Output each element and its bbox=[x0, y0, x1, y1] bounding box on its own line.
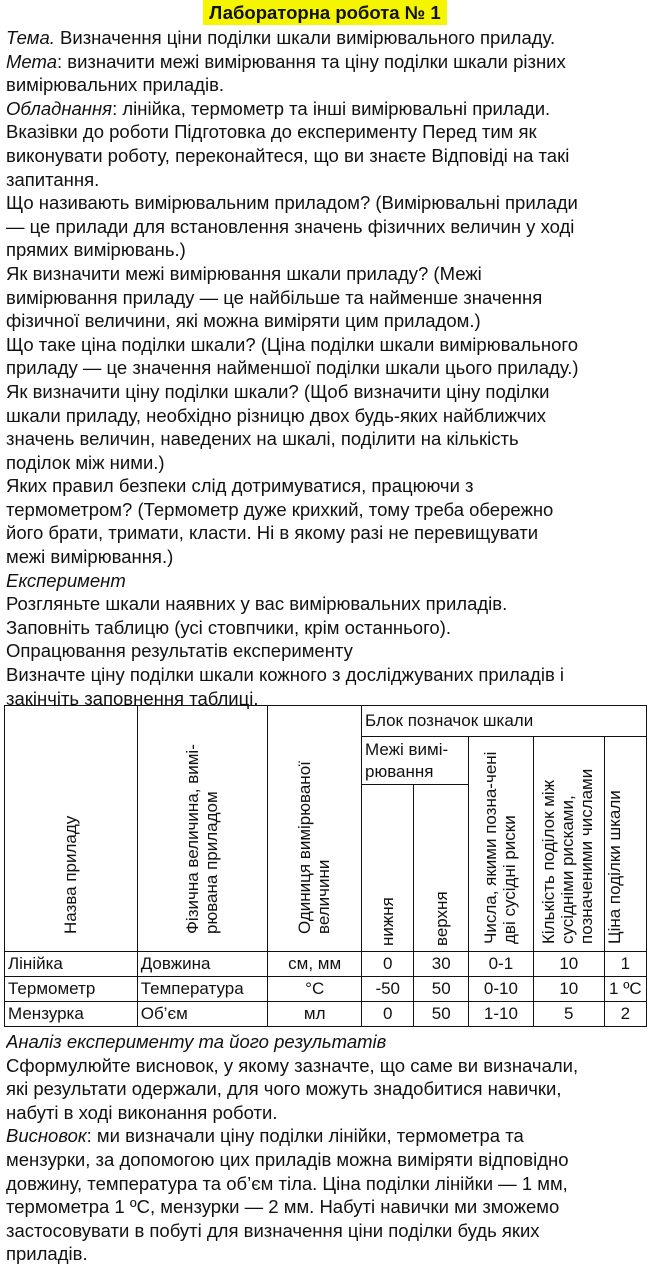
conclusion-section bbox=[0, 1030, 650, 1266]
cell-count: 5 bbox=[533, 1002, 604, 1027]
outro-line bbox=[6, 1172, 650, 1196]
intro-text: закінчіть заповнення таблиці. bbox=[6, 687, 259, 709]
results-table bbox=[4, 705, 647, 1027]
cell-price: 2 bbox=[604, 1002, 646, 1027]
header-block: Блок позначок шкали bbox=[362, 706, 647, 737]
intro-line bbox=[6, 333, 650, 357]
cell-price: 1 ºC bbox=[604, 977, 646, 1002]
header-quantity: Фізична величина, вимі-рювана приладом bbox=[137, 706, 268, 952]
intro-line bbox=[6, 262, 650, 286]
outro-line bbox=[6, 1030, 650, 1054]
intro-line bbox=[6, 451, 650, 475]
outro-text: мензурки, за допомогою цих приладів можна виміряти відповідно bbox=[6, 1148, 569, 1170]
intro-line bbox=[6, 120, 650, 144]
header-unit: Одиниця вимірюваної величини bbox=[268, 706, 362, 952]
intro-line bbox=[6, 616, 650, 640]
intro-label: Експеримент bbox=[6, 569, 126, 591]
intro-line bbox=[6, 309, 650, 333]
cell-numbers: 1-10 bbox=[468, 1002, 533, 1027]
intro-line bbox=[6, 168, 650, 192]
table-row bbox=[5, 977, 647, 1002]
intro-text: Розгляньте шкали наявних у вас вимірювальних приладів. bbox=[6, 593, 508, 615]
outro-text: застосовувати в побуті для визначення ціни поділки будь яких bbox=[6, 1219, 540, 1241]
cell-name: Лінійка bbox=[5, 952, 138, 977]
cell-upper: 50 bbox=[414, 1002, 469, 1027]
intro-text: Визначте ціну поділки шкали кожного з досліджуваних приладів і bbox=[6, 664, 565, 686]
header-count: Кількість поділок між сусідніми рисками, позначеними числами bbox=[533, 737, 604, 952]
outro-text: набуті в ході виконання роботи. bbox=[6, 1101, 278, 1123]
intro-text: термометром? (Термометр дуже крихкий, тому треба обережно bbox=[6, 498, 554, 520]
cell-unit: мл bbox=[268, 1002, 362, 1027]
cell-count: 10 bbox=[533, 977, 604, 1002]
table-row bbox=[5, 1002, 647, 1027]
intro-text: Вказівки до роботи Підготовка до експерименту Перед тим як bbox=[6, 121, 537, 143]
intro-line bbox=[6, 639, 650, 663]
intro-line bbox=[6, 498, 650, 522]
intro-line bbox=[6, 50, 650, 74]
outro-line bbox=[6, 1124, 650, 1148]
header-name: Назва приладу bbox=[5, 706, 138, 952]
intro-line bbox=[6, 427, 650, 451]
intro-text: Що називають вимірювальним приладом? (Вимірювальні прилади bbox=[6, 192, 578, 214]
outro-line bbox=[6, 1242, 650, 1266]
intro-text: Опрацювання результатів експерименту bbox=[6, 640, 353, 662]
intro-text: Яких правил безпеки слід дотримуватися, працюючи з bbox=[6, 475, 474, 497]
intro-label: Тема. bbox=[6, 27, 55, 48]
intro-line bbox=[6, 404, 650, 428]
header-upper: верхня bbox=[414, 785, 469, 952]
intro-text: його брати, тримати, класти. Ні в якому разі не перевищувати bbox=[6, 522, 539, 544]
cell-lower: 0 bbox=[362, 952, 414, 977]
cell-numbers: 0-10 bbox=[468, 977, 533, 1002]
outro-line bbox=[6, 1077, 650, 1101]
intro-text: Що таке ціна поділки шкали? (Ціна поділки шкали вимірювального bbox=[6, 333, 579, 355]
intro-line bbox=[6, 26, 650, 50]
cell-count: 10 bbox=[533, 952, 604, 977]
intro-line bbox=[6, 215, 650, 239]
intro-line bbox=[6, 191, 650, 215]
intro-line bbox=[6, 97, 650, 121]
header-numbers: Числа, якими позна-чені дві сусідні риски bbox=[468, 737, 533, 952]
intro-text: Визначення ціни поділки шкали вимірювального приладу. bbox=[54, 27, 556, 48]
intro-line bbox=[6, 569, 650, 593]
intro-text bbox=[0, 26, 650, 710]
header-limits: Межі вимі-рювання bbox=[362, 737, 469, 785]
intro-text: вимірювальних приладів. bbox=[6, 74, 225, 96]
intro-label: Мета bbox=[6, 50, 57, 72]
cell-price: 1 bbox=[604, 952, 646, 977]
cell-lower: 0 bbox=[362, 1002, 414, 1027]
outro-label: Висновок bbox=[6, 1125, 87, 1147]
intro-line bbox=[6, 73, 650, 97]
intro-text: шкали приладу, необхідно різницю двох будь-яких найближчих bbox=[6, 404, 546, 426]
cell-numbers: 0-1 bbox=[468, 952, 533, 977]
cell-unit: см, мм bbox=[268, 952, 362, 977]
outro-line bbox=[6, 1101, 650, 1125]
intro-line bbox=[6, 592, 650, 616]
intro-text: — це прилади для встановлення значень фізичних величин у ході bbox=[6, 215, 575, 237]
intro-line bbox=[6, 286, 650, 310]
intro-line bbox=[6, 238, 650, 262]
outro-text: які результати одержали, для чого можуть знадобитися навички, bbox=[6, 1078, 562, 1100]
intro-text: Як визначити межі вимірювання шкали приладу? (Межі bbox=[6, 262, 482, 284]
cell-quantity: Довжина bbox=[137, 952, 268, 977]
intro-text: прямих вимірювань.) bbox=[6, 239, 186, 261]
intro-line bbox=[6, 356, 650, 380]
cell-name: Термометр bbox=[5, 977, 138, 1002]
cell-unit: °C bbox=[268, 977, 362, 1002]
intro-text: Заповніть таблицю (усі стовпчики, крім останнього). bbox=[6, 616, 452, 638]
intro-text: межі вимірювання.) bbox=[6, 546, 174, 568]
cell-quantity: Температура bbox=[137, 977, 268, 1002]
intro-text: поділок між ними.) bbox=[6, 451, 165, 473]
intro-line bbox=[6, 663, 650, 687]
outro-line bbox=[6, 1195, 650, 1219]
page-title: Лабораторна робота № 1 bbox=[203, 0, 446, 25]
intro-text: вимірювання приладу — це найбільше та найменше значення bbox=[6, 286, 543, 308]
outro-text: приладів. bbox=[6, 1243, 88, 1265]
intro-text: запитання. bbox=[6, 168, 100, 190]
intro-line bbox=[6, 144, 650, 168]
outro-text: довжину, температура та об’єм тіла. Ціна поділки лінійки — 1 мм, bbox=[6, 1172, 568, 1194]
outro-text: : ми визначали ціну поділки лінійки, термометра та bbox=[86, 1125, 524, 1147]
intro-text: : визначити межі вимірювання та ціну поділки шкали різних bbox=[56, 50, 566, 72]
intro-text: Як визначити ціну поділки шкали? (Щоб визначити ціну поділки bbox=[6, 380, 550, 402]
cell-quantity: Об’єм bbox=[137, 1002, 268, 1027]
intro-text: приладу — це значення найменшої поділки шкали цього приладу.) bbox=[6, 357, 579, 379]
title-wrap bbox=[0, 0, 650, 26]
outro-line bbox=[6, 1054, 650, 1078]
outro-line bbox=[6, 1148, 650, 1172]
intro-line bbox=[6, 380, 650, 404]
outro-text: Сформулюйте висновок, у якому зазначте, що саме ви визначали, bbox=[6, 1054, 579, 1076]
outro-label: Аналіз експерименту та його результатів bbox=[6, 1031, 387, 1052]
table-row bbox=[5, 952, 647, 977]
header-lower: нижня bbox=[362, 785, 414, 952]
cell-upper: 50 bbox=[414, 977, 469, 1002]
intro-text: виконувати роботу, переконайтеся, що ви знаєте Відповіді на такі bbox=[6, 144, 570, 166]
intro-text: значень величин, наведених на шкалі, поділити на кількість bbox=[6, 428, 519, 450]
outro-line bbox=[6, 1219, 650, 1243]
cell-upper: 30 bbox=[414, 952, 469, 977]
intro-text: фізичної величини, які можна виміряти цим приладом.) bbox=[6, 310, 481, 332]
header-price: Ціна поділки шкали bbox=[604, 737, 646, 952]
intro-text: : лінійка, термометр та інші вимірювальні прилади. bbox=[112, 97, 551, 119]
intro-line bbox=[6, 545, 650, 569]
outro-text bbox=[0, 1030, 650, 1266]
intro-line bbox=[6, 474, 650, 498]
cell-name: Мензурка bbox=[5, 1002, 138, 1027]
outro-text: термометра 1 ºС, мензурки — 2 мм. Набуті навички ми зможемо bbox=[6, 1196, 560, 1218]
cell-lower: -50 bbox=[362, 977, 414, 1002]
intro-line bbox=[6, 521, 650, 545]
intro-label: Обладнання bbox=[6, 97, 113, 119]
